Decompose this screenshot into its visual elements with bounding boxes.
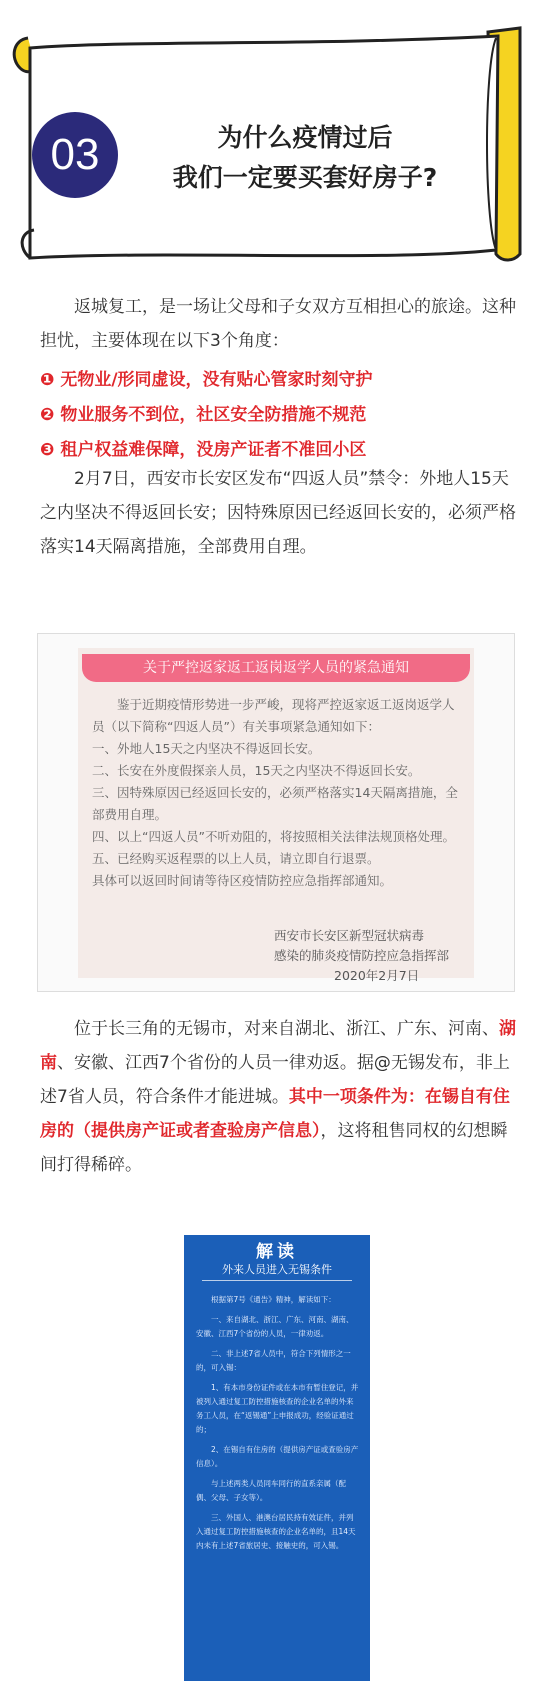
point-item-1: [40, 365, 373, 390]
poster-para: 2、在锡自有住房的（提供房产证或查验房产信息）。: [196, 1445, 359, 1468]
wuxi-text-3: ，这将租售同权的幻想瞬间打得稀碎。: [40, 1121, 508, 1175]
section-number-badge: [32, 112, 118, 198]
section-title: [140, 118, 470, 198]
title-line-2: 我们一定要买套好房子?: [172, 163, 438, 192]
point-number-1: ❶: [40, 370, 55, 390]
point-number-3: ❸: [40, 440, 55, 460]
poster-para: 二、非上述7省人员中，符合下列情形之一的，可入锡：: [196, 1349, 351, 1372]
notice-line: 一、外地人15天之内坚决不得返回长安。: [92, 741, 321, 756]
notice-image: [37, 633, 515, 992]
section-number: 03: [50, 130, 100, 179]
point-text-3: 租户权益难保障，没房产证者不准回小区: [60, 440, 367, 460]
notice-line: 三、因特殊原因已经返回长安的，必须严格落实14天隔离措施，全部费用自理。: [92, 785, 458, 822]
xian-paragraph: 2月7日，西安市长安区发布“四返人员”禁令：外地人15天之内坚决不得返回长安；因特殊原因已经返回长安的，必须严格落实14天隔离措施，全部费用自理。: [40, 469, 516, 557]
point-item-2: [40, 400, 366, 425]
poster-body: [196, 1293, 360, 1559]
point-item-3: [40, 435, 366, 460]
poster-para: 根据第7号《通告》精神，解读如下：: [211, 1295, 336, 1304]
notice-sign-line-1: 西安市长安区新型冠状病毒: [274, 928, 425, 943]
poster-title: 解读: [256, 1242, 298, 1262]
wuxi-paragraph: [40, 1012, 518, 1182]
notice-sign-line-2: 感染的肺炎疫情防控应急指挥部: [274, 948, 450, 963]
notice-line: 二、长安在外度假探亲人员，15天之内坚决不得返回长安。: [92, 763, 421, 778]
poster-para: 1、有本市身份证件或在本市有暂住登记，并被列入通过复工防控措施核查的企业名单的外来务工人员，在“返锡通”上申报成功，经验证通过的；: [196, 1383, 359, 1434]
title-line-1: 为什么疫情过后: [217, 123, 393, 152]
poster-divider: [202, 1280, 352, 1281]
notice-line: 鉴于近期疫情形势进一步严峻，现将严控返家返工返岗返学人员（以下简称“四返人员”）有关事项紧急通知如下：: [92, 697, 455, 734]
poster-para: 三、外国人、港澳台居民持有效证件，并列入通过复工防控措施核查的企业名单的，且14天内未有上述7省旅居史、接触史的，可入锡。: [196, 1513, 356, 1550]
notice-line: 五、已经购买返程票的以上人员，请立即自行退票。: [92, 851, 380, 866]
wuxi-condition-highlight: 其中一项条件为：在锡自有住房的（提供房产证或者查验房产信息）: [40, 1087, 510, 1141]
wuxi-hunan-highlight: 湖南: [40, 1019, 516, 1073]
wuxi-interpretation-poster: [184, 1235, 370, 1681]
intro-paragraph: 返城复工，是一场让父母和子女双方互相担心的旅途。这种担忧，主要体现在以下3个角度：: [40, 297, 516, 351]
notice-heading: 关于严控返家返工返岗返学人员的紧急通知: [82, 654, 470, 682]
notice-body: [92, 694, 462, 892]
poster-para: 一、来自湖北、浙江、广东、河南、湖南、安徽、江西7个省份的人员，一律劝返。: [196, 1315, 354, 1338]
point-number-2: ❷: [40, 405, 55, 425]
wuxi-text-2: 、安徽、江西7个省份的人员一律劝返。据@无锡发布，非上述7省人员，符合条件才能进城。: [40, 1053, 510, 1107]
notice-line: 具体可以返回时间请等待区疫情防控应急指挥部通知。: [92, 873, 393, 888]
notice-line: 四、以上“四返人员”不听劝阻的，将按照相关法律法规顶格处理。: [92, 829, 455, 844]
wuxi-text-1: 位于长三角的无锡市，对来自湖北、浙江、广东、河南、: [74, 1019, 499, 1039]
point-text-2: 物业服务不到位，社区安全防措施不规范: [60, 405, 367, 425]
notice-date: 2020年2月7日: [334, 968, 420, 983]
poster-para: 与上述两类人员同车同行的直系亲属（配偶、父母、子女等）。: [196, 1479, 346, 1502]
notice-signature: [274, 926, 449, 986]
poster-subtitle: 外来人员进入无锡条件: [222, 1263, 332, 1276]
point-text-1: 无物业/形同虚设，没有贴心管家时刻守护: [60, 370, 373, 390]
